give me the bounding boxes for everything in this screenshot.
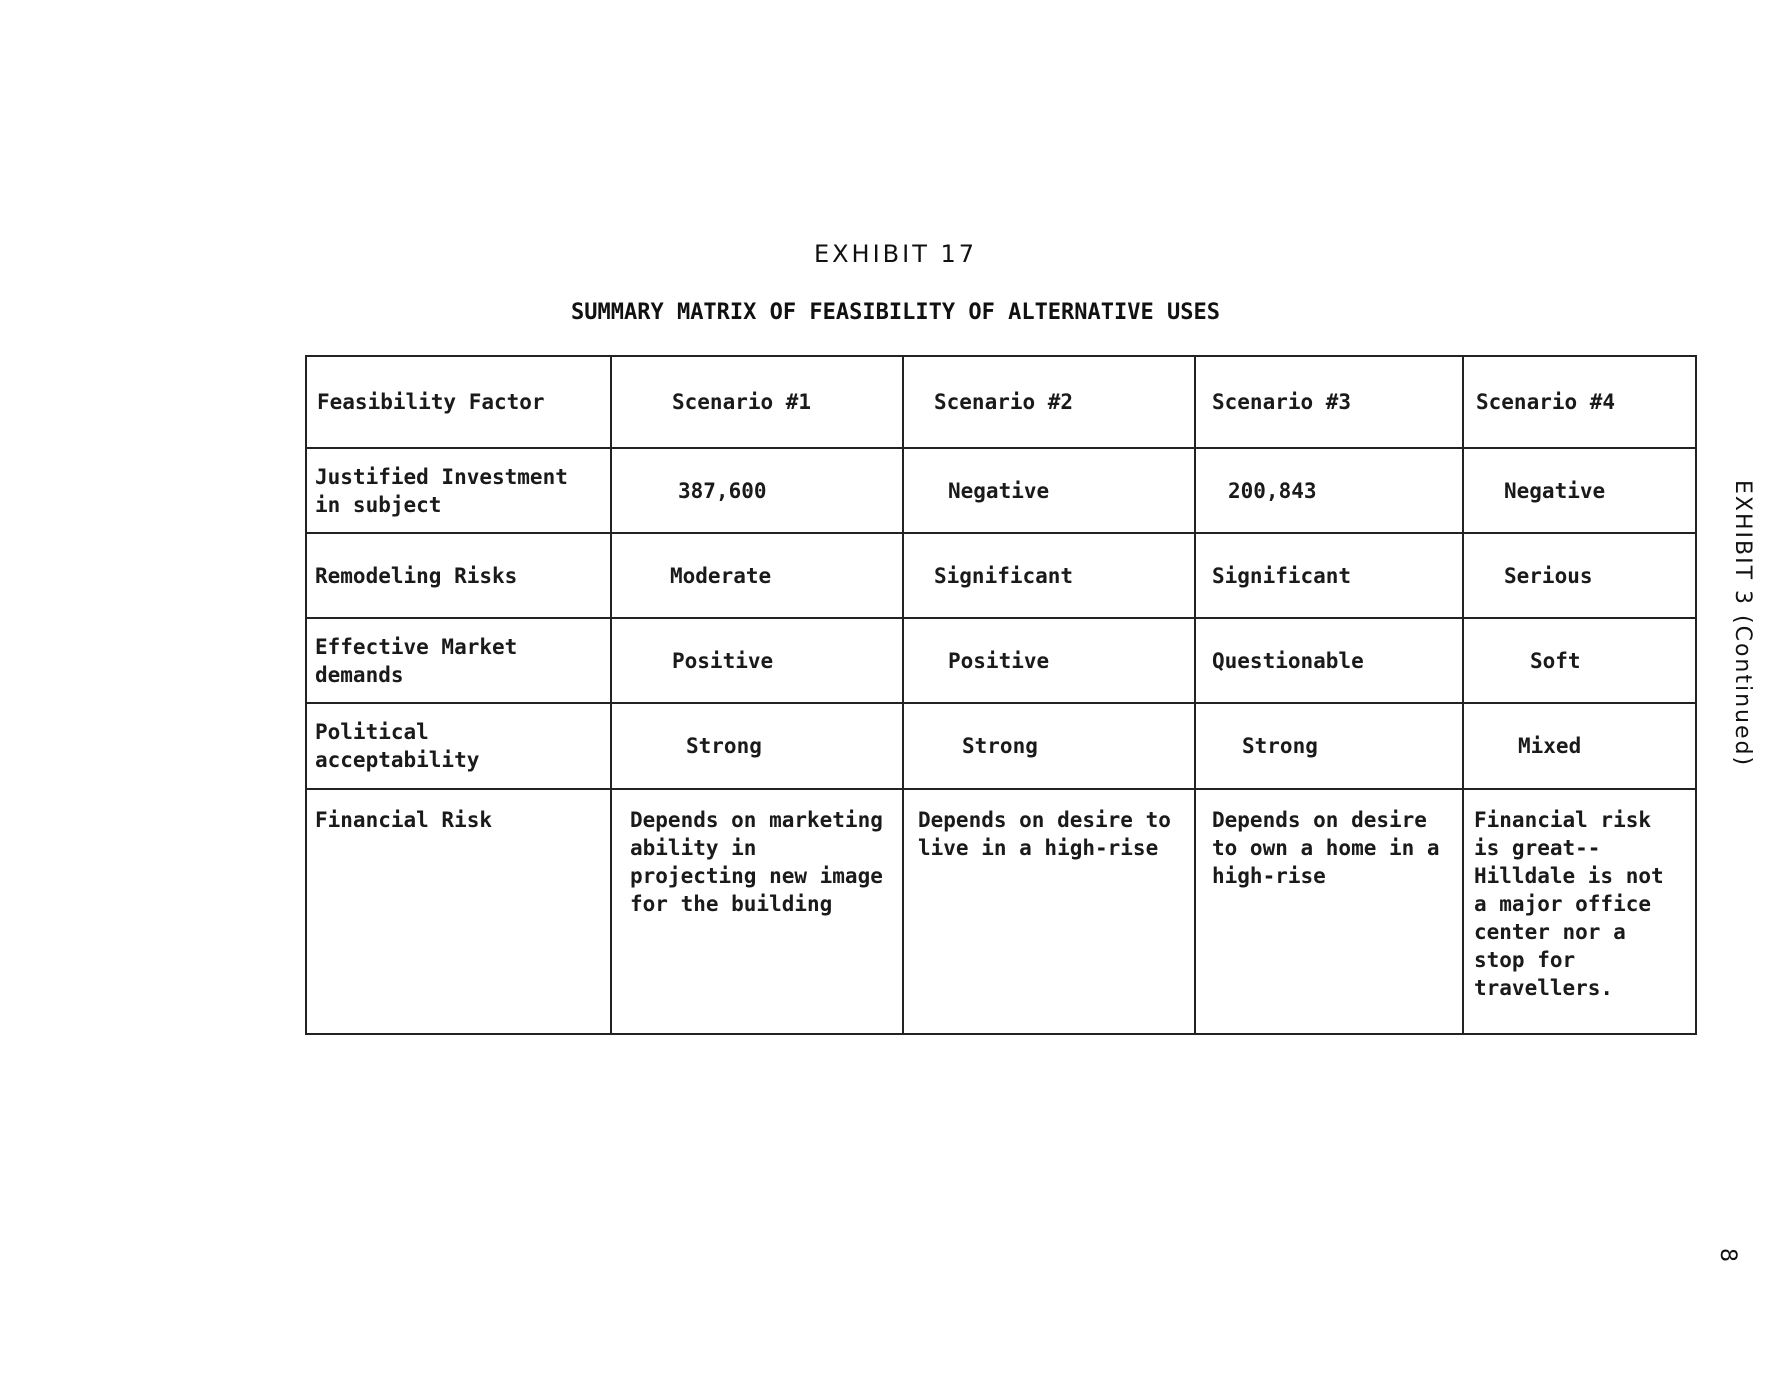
factor-label: Justified Investment in subject [306, 448, 611, 533]
header-scenario-1: Scenario #1 [611, 356, 903, 448]
table-cell: Strong [611, 703, 903, 788]
table-cell: Serious [1463, 533, 1696, 618]
factor-label: Remodeling Risks [306, 533, 611, 618]
table-cell: Strong [1195, 703, 1463, 788]
factor-label: Financial Risk [306, 789, 611, 1034]
table-cell: Financial risk is great--Hilldale is not a major office center nor a stop for travellers. [1463, 789, 1696, 1034]
table-row [306, 618, 1696, 703]
factor-label: Effective Market demands [306, 618, 611, 703]
matrix-title: SUMMARY MATRIX OF FEASIBILITY OF ALTERNATIVE USES [570, 300, 1220, 325]
header-feasibility-factor: Feasibility Factor [306, 356, 611, 448]
table-row [306, 703, 1696, 788]
table-cell: Soft [1463, 618, 1696, 703]
header-scenario-2: Scenario #2 [903, 356, 1195, 448]
header-scenario-4: Scenario #4 [1463, 356, 1696, 448]
table-header-row [306, 356, 1696, 448]
table-row [306, 448, 1696, 533]
table-cell: Significant [1195, 533, 1463, 618]
table-cell: Significant [903, 533, 1195, 618]
table-cell: Negative [903, 448, 1195, 533]
table-cell: Mixed [1463, 703, 1696, 788]
table-cell: Questionable [1195, 618, 1463, 703]
table-cell: Depends on desire to own a home in a high-rise [1195, 789, 1463, 1034]
exhibit-title: EXHIBIT 17 [813, 240, 978, 268]
table-row [306, 533, 1696, 618]
table-cell: Moderate [611, 533, 903, 618]
table-cell: Negative [1463, 448, 1696, 533]
table-cell: Depends on marketing ability in projecting new image for the building [611, 789, 903, 1034]
table-cell: 387,600 [611, 448, 903, 533]
side-caption: EXHIBIT 3 (Continued) [1730, 480, 1755, 768]
page-number: 8 [1715, 1248, 1740, 1262]
table-cell: Positive [903, 618, 1195, 703]
table-cell: Strong [903, 703, 1195, 788]
table-cell: 200,843 [1195, 448, 1463, 533]
table-cell: Positive [611, 618, 903, 703]
header-scenario-3: Scenario #3 [1195, 356, 1463, 448]
table-cell: Depends on desire to live in a high-rise [903, 789, 1195, 1034]
feasibility-matrix-table [305, 355, 1697, 1035]
factor-label: Political acceptability [306, 703, 611, 788]
table-row [306, 789, 1696, 1034]
